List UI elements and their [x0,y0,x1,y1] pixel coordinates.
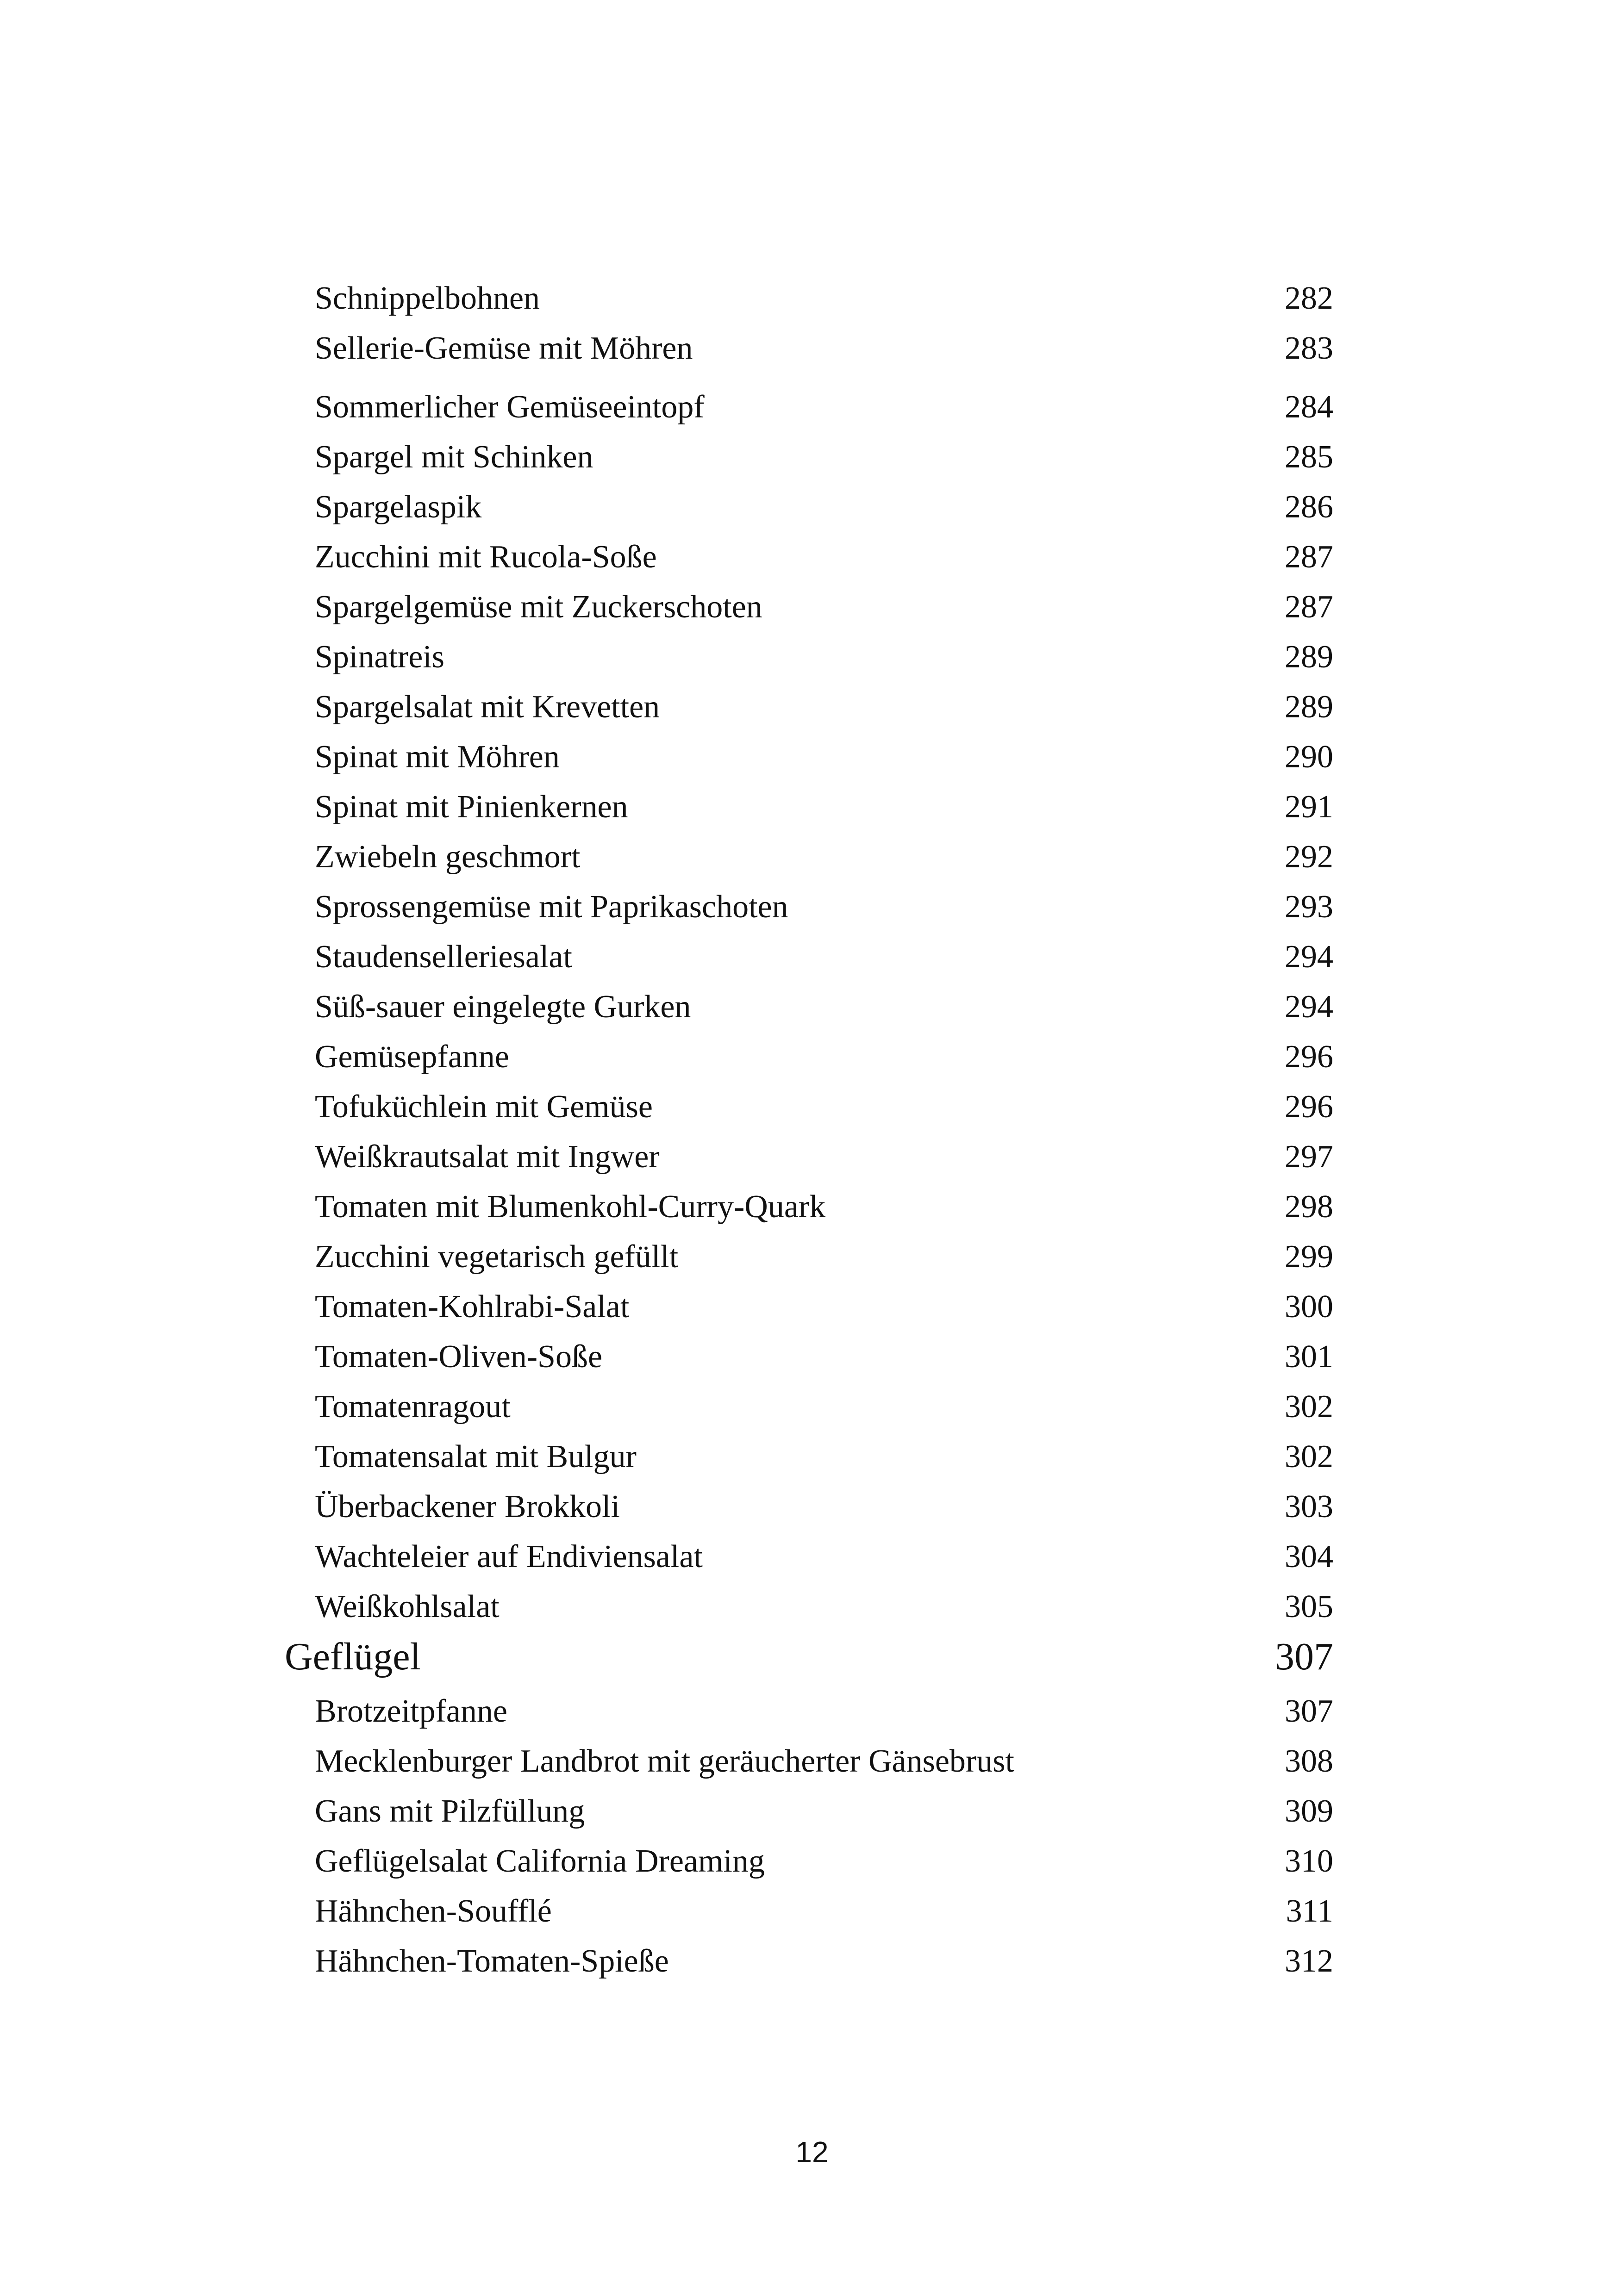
entry-title: Gemüsepfanne [315,1039,509,1075]
entry-title: Staudenselleriesalat [315,939,572,975]
entry-title: Weißkohlsalat [315,1589,500,1624]
entry-page-number: 289 [1285,639,1333,675]
entry-title: Brotzeitpfanne [315,1693,507,1729]
toc-entry[interactable] [315,834,1333,880]
entry-page-number: 302 [1285,1389,1333,1425]
toc-entry[interactable] [315,1084,1333,1130]
entry-page-number: 291 [1285,789,1333,825]
toc-entry[interactable] [315,1134,1333,1180]
section-page-number: 307 [1275,1635,1333,1678]
toc-entry[interactable] [315,325,1333,372]
entry-title: Hähnchen-Soufflé [315,1893,552,1929]
entry-page-number: 300 [1285,1289,1333,1325]
entry-title: Zwiebeln geschmort [315,839,581,875]
entry-page-number: 301 [1285,1339,1333,1375]
toc-entry[interactable] [315,1484,1333,1530]
toc-entry[interactable] [315,275,1333,322]
entry-page-number: 286 [1285,489,1333,525]
entry-title: Wachteleier auf Endiviensalat [315,1539,703,1574]
toc-entry[interactable] [315,784,1333,830]
entry-title: Schnippelbohnen [315,280,540,316]
toc-entry[interactable] [315,1234,1333,1280]
entry-title: Spinat mit Pinienkernen [315,789,628,825]
entry-title: Zucchini mit Rucola-Soße [315,539,657,575]
toc-entry[interactable] [315,1034,1333,1080]
toc-entry[interactable] [315,1688,1333,1735]
toc-entry[interactable] [315,1938,1333,1985]
entry-title: Weißkrautsalat mit Ingwer [315,1139,660,1175]
entry-title: Spargelsalat mit Krevetten [315,689,660,725]
entry-page-number: 285 [1285,439,1333,475]
toc-entry[interactable] [315,1284,1333,1330]
entry-title: Tomatenragout [315,1389,511,1425]
entry-page-number: 283 [1285,330,1333,366]
entry-page-number: 299 [1285,1239,1333,1275]
entry-title: Sprossengemüse mit Paprikaschoten [315,889,788,925]
toc-section-heading[interactable] [285,1634,1333,1680]
toc-entry[interactable] [315,584,1333,630]
toc-entry[interactable] [315,484,1333,530]
entry-page-number: 287 [1285,589,1333,625]
entry-page-number: 296 [1285,1039,1333,1075]
toc-entry[interactable] [315,384,1333,430]
entry-page-number: 296 [1285,1089,1333,1125]
entry-title: Hähnchen-Tomaten-Spieße [315,1943,669,1979]
toc-entry[interactable] [315,634,1333,680]
entry-page-number: 289 [1285,689,1333,725]
entry-title: Spargelgemüse mit Zuckerschoten [315,589,762,625]
toc-entry[interactable] [315,1838,1333,1885]
entry-title: Gans mit Pilzfüllung [315,1793,585,1829]
toc-entry[interactable] [315,1334,1333,1380]
entry-title: Tomatensalat mit Bulgur [315,1439,637,1475]
toc-entry[interactable] [315,1384,1333,1430]
toc-entry[interactable] [315,684,1333,730]
entry-page-number: 303 [1285,1489,1333,1524]
entry-page-number: 304 [1285,1539,1333,1574]
toc-entry[interactable] [315,1184,1333,1230]
entry-page-number: 309 [1285,1793,1333,1829]
toc-entry[interactable] [315,1788,1333,1835]
toc-entry[interactable] [315,1738,1333,1785]
entry-page-number: 292 [1285,839,1333,875]
entry-page-number: 287 [1285,539,1333,575]
entry-page-number: 294 [1285,989,1333,1025]
entry-title: Überbackener Brokkoli [315,1489,620,1524]
toc-entry[interactable] [315,934,1333,980]
entry-title: Sellerie-Gemüse mit Möhren [315,330,693,366]
toc-entry[interactable] [315,434,1333,480]
toc-entry[interactable] [315,1888,1333,1935]
section-title: Geflügel [285,1635,421,1678]
entry-title: Mecklenburger Landbrot mit geräucherter Gänsebrust [315,1743,1014,1779]
entry-title: Spinat mit Möhren [315,739,560,775]
entry-title: Spargelaspik [315,489,482,525]
entry-page-number: 297 [1285,1139,1333,1175]
entry-title: Tomaten-Kohlrabi-Salat [315,1289,630,1325]
toc-entry[interactable] [315,1584,1333,1630]
entry-page-number: 290 [1285,739,1333,775]
toc-entry[interactable] [315,884,1333,930]
entry-title: Tofuküchlein mit Gemüse [315,1089,653,1125]
entry-page-number: 311 [1286,1893,1333,1929]
entry-title: Spargel mit Schinken [315,439,593,475]
entry-page-number: 294 [1285,939,1333,975]
entry-page-number: 308 [1285,1743,1333,1779]
entry-title: Geflügelsalat California Dreaming [315,1843,765,1879]
entry-title: Tomaten mit Blumenkohl-Curry-Quark [315,1189,826,1225]
entry-page-number: 312 [1285,1943,1333,1979]
entry-page-number: 284 [1285,389,1333,425]
entry-page-number: 282 [1285,280,1333,316]
toc-entry[interactable] [315,1534,1333,1580]
entry-title: Sommerlicher Gemüseeintopf [315,389,705,425]
toc-entry[interactable] [315,984,1333,1030]
entry-page-number: 293 [1285,889,1333,925]
page-number: 12 [795,2135,829,2169]
entry-page-number: 305 [1285,1589,1333,1624]
entry-title: Süß-sauer eingelegte Gurken [315,989,691,1025]
toc-entry[interactable] [315,734,1333,780]
entry-page-number: 302 [1285,1439,1333,1475]
entry-title: Spinatreis [315,639,444,675]
entry-page-number: 310 [1285,1843,1333,1879]
toc-entry[interactable] [315,1434,1333,1480]
toc-entry[interactable] [315,534,1333,580]
entry-page-number: 307 [1285,1693,1333,1729]
entry-page-number: 298 [1285,1189,1333,1225]
entry-title: Zucchini vegetarisch gefüllt [315,1239,679,1275]
entry-title: Tomaten-Oliven-Soße [315,1339,603,1375]
